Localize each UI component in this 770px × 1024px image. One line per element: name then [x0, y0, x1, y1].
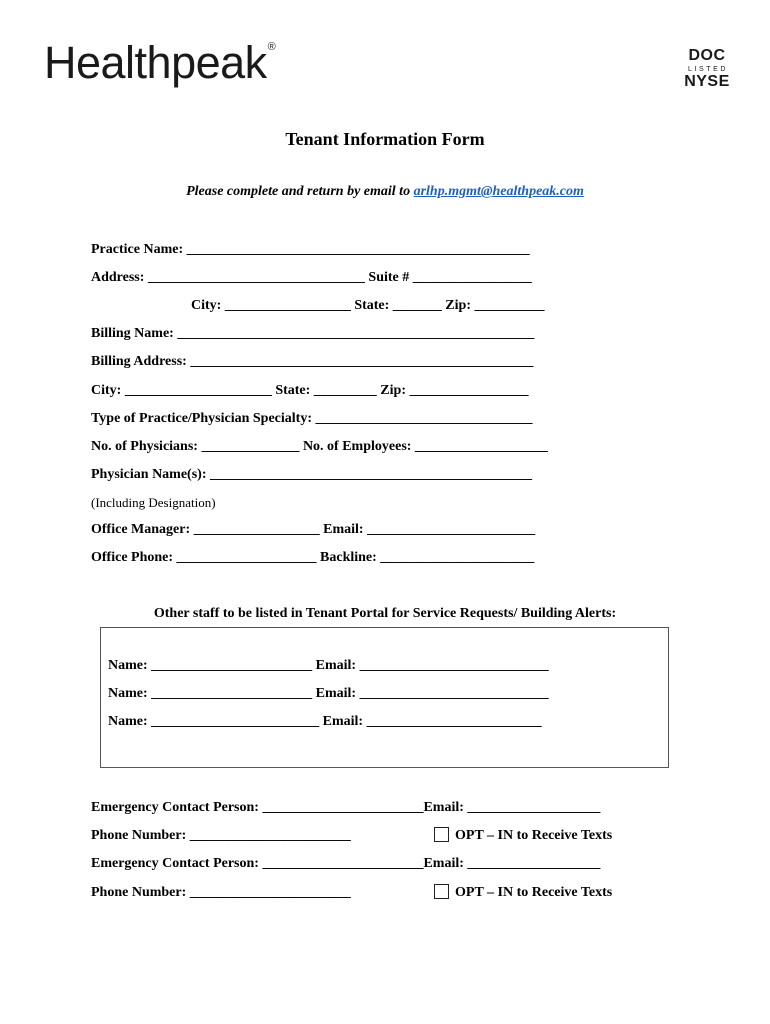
staff-row[interactable]: Name: _______________________ Email: ___________________________: [108, 686, 549, 701]
staff-row[interactable]: Name: ________________________ Email: _________________________: [108, 714, 542, 729]
opt-in-option[interactable]: [434, 884, 612, 902]
ticker-symbol: DOC: [688, 47, 726, 64]
form-instructions: [0, 184, 770, 200]
physician-employee-count-field[interactable]: No. of Physicians: ______________ No. of Employees: ___________________: [91, 439, 548, 454]
staff-section-heading: Other staff to be listed in Tenant Portal for Service Requests/ Building Alerts:: [153, 606, 617, 621]
physician-names-field[interactable]: Physician Name(s): ______________________________________________: [91, 467, 532, 482]
instruction-text: Please complete and return by email to: [186, 184, 414, 199]
office-phone-field[interactable]: Office Phone: ____________________ Backline: ______________________: [91, 550, 535, 565]
billing-address-field[interactable]: Billing Address: _________________________________________________: [91, 354, 534, 369]
opt-in-checkbox[interactable]: [434, 827, 449, 842]
practice-name-field[interactable]: Practice Name: _________________________________________________: [91, 242, 530, 257]
healthpeak-logo: [44, 37, 276, 88]
form-title: Tenant Information Form: [285, 129, 485, 149]
emergency-contact-field[interactable]: Emergency Contact Person: _______________________Email: ___________________: [91, 856, 601, 871]
opt-in-option[interactable]: [434, 827, 612, 845]
staff-row[interactable]: Name: _______________________ Email: ___________________________: [108, 658, 549, 673]
emergency-contact-field[interactable]: Emergency Contact Person: _______________________Email: ___________________: [91, 800, 601, 815]
practice-type-field[interactable]: Type of Practice/Physician Specialty: _______________________________: [91, 411, 533, 426]
office-manager-field[interactable]: Office Manager: __________________ Email: ________________________: [91, 522, 536, 537]
city-state-zip-field[interactable]: City: __________________ State: _______ Zip: __________: [191, 298, 545, 313]
opt-in-checkbox[interactable]: [434, 884, 449, 899]
nyse-ticker-badge: [684, 48, 730, 90]
emergency-phone-field[interactable]: Phone Number: _______________________: [91, 828, 351, 843]
opt-in-label: OPT – IN to Receive Texts: [455, 828, 613, 843]
registered-mark: ®: [267, 41, 276, 53]
logo-text: Healthpeak: [44, 37, 267, 88]
opt-in-label: OPT – IN to Receive Texts: [455, 885, 613, 900]
return-email-link[interactable]: arlhp.mgmt@healthpeak.com: [413, 184, 584, 199]
designation-note: (Including Designation): [91, 495, 216, 510]
ticker-exchange: NYSE: [684, 73, 730, 90]
ticker-listed: LISTED: [687, 66, 729, 73]
emergency-phone-field[interactable]: Phone Number: _______________________: [91, 885, 351, 900]
billing-name-field[interactable]: Billing Name: ___________________________________________________: [91, 326, 535, 341]
address-field[interactable]: Address: _______________________________ Suite # _________________: [91, 270, 532, 285]
billing-city-state-zip-field[interactable]: City: _____________________ State: _________ Zip: _________________: [91, 383, 529, 398]
